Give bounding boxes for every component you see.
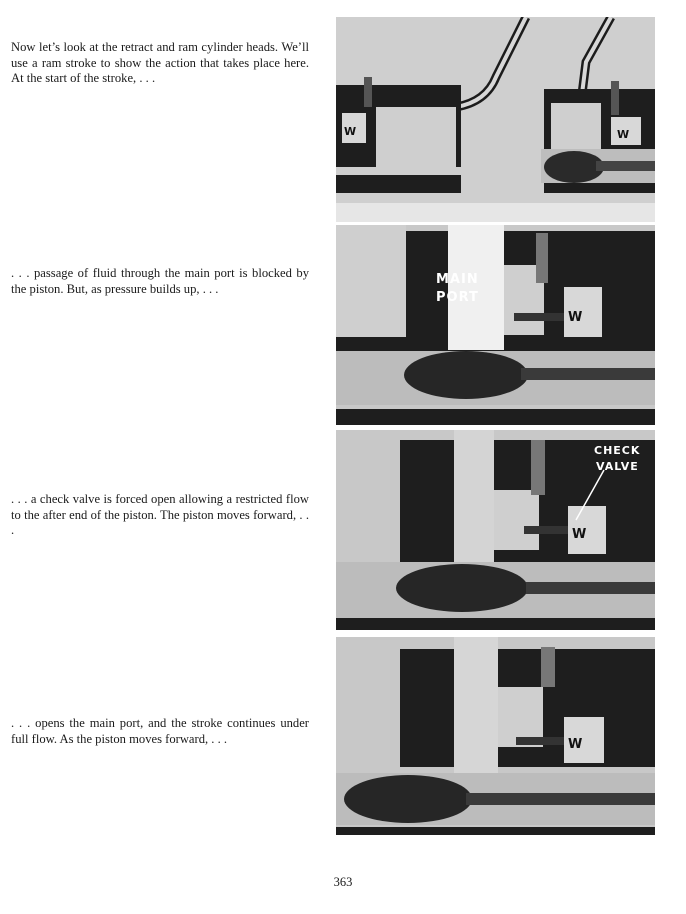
paragraph-stroke-start: Now let’s look at the retract and ram cylinder heads. We’ll use a ram stroke to show the action that takes place here. At the start of the stroke, . . .	[11, 40, 309, 86]
page-number: 363	[333, 875, 353, 889]
figure-full-flow	[336, 637, 655, 835]
full-flow-illustration	[336, 637, 655, 835]
check-valve-illustration	[336, 430, 655, 630]
figure-cylinder-heads	[336, 17, 655, 222]
paragraph-full-flow: . . . opens the main port, and the stroke continues under full flow. As the piston moves forward, . . .	[11, 716, 309, 746]
spring-icon: W	[572, 527, 588, 542]
spring-icon: W	[568, 737, 584, 752]
figure-check-valve	[336, 430, 655, 630]
check-valve-label-line2: VALVE	[596, 460, 639, 473]
spring-icon: W	[568, 310, 584, 325]
main-port-label-line2: PORT	[436, 290, 479, 305]
check-valve-label-line1: CHECK	[594, 444, 641, 457]
figure-main-port-blocked	[336, 225, 655, 425]
spring-icon: W	[617, 128, 631, 141]
spring-icon: W	[344, 125, 358, 138]
main-port-label-line1: MAIN	[436, 272, 479, 287]
cylinder-heads-illustration	[336, 17, 655, 222]
main-port-illustration	[336, 225, 655, 425]
paragraph-check-valve-open: . . . a check valve is forced open allowing a restricted flow to the after end of the piston. The piston moves forward, . . .	[11, 492, 309, 538]
paragraph-main-port-blocked: . . . passage of fluid through the main port is blocked by the piston. But, as pressure builds up, . . .	[11, 266, 309, 296]
